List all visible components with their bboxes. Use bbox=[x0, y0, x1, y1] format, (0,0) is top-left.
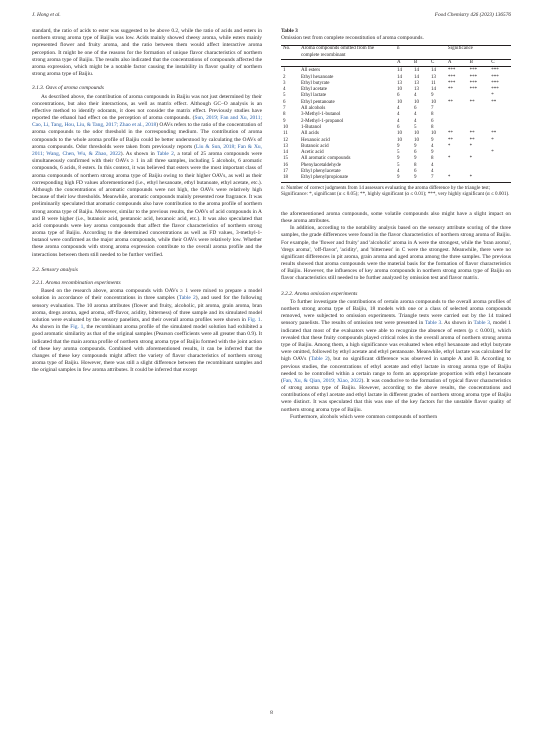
n-value: 14 bbox=[413, 74, 419, 80]
significance: * bbox=[447, 143, 451, 149]
compound-name: 2-Methyl-1-propanol bbox=[301, 118, 344, 124]
subcolumn-header: C bbox=[429, 59, 446, 66]
row-number: 16 bbox=[283, 162, 288, 168]
compound-name: Butanoic acid bbox=[301, 143, 329, 149]
n-value: 10 bbox=[430, 99, 436, 105]
significance: * bbox=[469, 156, 473, 162]
compound-name: Ethyl acetate bbox=[301, 87, 327, 93]
significance: ** bbox=[469, 131, 475, 137]
row-number: 8 bbox=[283, 112, 286, 118]
n-value: 10 bbox=[397, 99, 402, 105]
table-link[interactable]: Table 3 bbox=[424, 320, 442, 327]
row-number: 18 bbox=[281, 175, 299, 182]
figure-link[interactable]: Fig. 1 bbox=[247, 316, 261, 323]
table-footnote-significance: Significance: *, significant (α ≤ 0.05); **, highly significant (α ≤ 0.01); ***, very highly significant (α ≤ 0.001). bbox=[281, 191, 510, 198]
n-value: 4 bbox=[430, 169, 434, 175]
significance: * bbox=[468, 175, 490, 182]
paragraph-omission: To further investigate the contributions of certain aroma compounds to the overall aroma profiles of northern strong aroma type of Baijiu, 18 models with one or a class of selected aroma compounds removed, were subjected to omission experiments. Triangle tests were carried out by the 14 trained sensory panelists. The results of omission test were presented in Table 3. As shown in Table 3, model 1 indicated that most of the evaluators were able to recognize the absence of esters (p ≤ 0.001), which revealed that these fruity compounds played critical roles in the overall aroma of northern strong aroma type of Baijiu. Among them, a high significance was evaluated when ethyl hexanoate and ethyl butyrate were omitted, followed by ethyl acetate and ethyl pentanoate. Meanwhile, ethyl lactate was calculated for high OAVs (Table 2), but no significant difference was observed in sample A and B. According to previous studies, the concentrations of ethyl acetate and ethyl lactate in strong aroma type of Baijiu needed to be controlled within a certain range to form an appropriate proportion with ethyl hexanoate (Fan, Xu, & Qian, 2019; Xiao, 2022). It was conducive to the formation of typical flavor characteristics of strong aroma type of Baijiu. However, according to the above results, the concentrations and contributions of ethyl acetate and ethyl lactate in different grades of northern strong aroma type of Baijiu were distinct. It was speculated that this was one of the key factors for the unstable flavor quality of northern strong aroma type of Baijiu. bbox=[281, 298, 512, 413]
n-value: 10 bbox=[413, 99, 419, 105]
paragraph-recombination: Based on the research above, aroma compounds with OAVs ≥ 1 were mixed to prepare a model solution in accordance of their concentrations in three samples (Table 2), and used for the following sensory evaluation. The 10 aroma attributes (flower and fruity, alcoholic, pit aroma, grain aroma, bran aroma, dregs aroma, aged aroma, off-flavor, acidity, bitterness) of three sample and its simulated model solution were evaluated by the sensory panelists, and their overall aroma profiles were shown in Fig. 1. As shown in the Fig. 1, the recombinant aroma profile of the simulated model solution had exhibited a good aromatic similarity as that of the original samples (Pearson coefficients were all greater than 0.9). It indicated that the main aroma profile of northern strong aroma type of Baijiu formed with the joint action of these key aroma compounds. Combined with aforementioned results, it can be inferred that the changes of these key compounds might affect the variety of flavor characteristics of northern strong aroma type of Baijiu. However, there was still a slight difference between the recombinant samples and the original samples in few aroma attributes. It could be inferred that except bbox=[32, 288, 263, 374]
n-value: 5 bbox=[413, 124, 417, 130]
n-value: 6 bbox=[397, 124, 400, 130]
significance: *** bbox=[469, 87, 478, 93]
row-number: 1 bbox=[283, 68, 286, 74]
compound-name: All esters bbox=[301, 68, 321, 74]
table-caption: Omission test from complete reconstitution of aroma compounds. bbox=[281, 35, 424, 42]
citation-link[interactable]: Fan, Xu, & Qian, 2019; Xiao, 2022 bbox=[282, 377, 362, 384]
n-value: 4 bbox=[430, 162, 434, 168]
n-value: 8 bbox=[413, 162, 417, 168]
n-value: 10 bbox=[397, 87, 402, 93]
right-column bbox=[281, 28, 511, 421]
n-value: 13 bbox=[397, 80, 402, 86]
n-value: 4 bbox=[413, 112, 417, 118]
subcolumn-header: A bbox=[395, 59, 412, 66]
row-number: 14 bbox=[283, 150, 288, 156]
n-value: 14 bbox=[397, 74, 402, 80]
n-value: 6 bbox=[413, 150, 417, 156]
n-value: 6 bbox=[413, 169, 417, 175]
omission-table bbox=[281, 45, 511, 182]
row-number: 17 bbox=[283, 169, 288, 175]
compound-name: Ethyl butyrate bbox=[301, 80, 330, 86]
compound-name: 1-Butanol bbox=[301, 124, 321, 130]
n-value: 4 bbox=[397, 112, 400, 118]
column-header-n: n bbox=[395, 46, 446, 56]
table-row bbox=[281, 67, 511, 75]
significance: * bbox=[491, 137, 494, 143]
compound-name: All acids bbox=[301, 131, 319, 137]
table-link[interactable]: Table 2 bbox=[310, 356, 328, 363]
page-number: 8 bbox=[270, 710, 273, 716]
significance: *** bbox=[447, 68, 456, 74]
table-link[interactable]: Table 2 bbox=[178, 295, 196, 302]
n-value: 11 bbox=[430, 80, 436, 86]
n-value: 7 bbox=[430, 106, 434, 112]
n-value: 9 bbox=[397, 143, 400, 149]
table-label: Table 3 bbox=[281, 28, 298, 34]
subcolumn-header: B bbox=[468, 59, 490, 66]
row-number: 15 bbox=[283, 156, 288, 162]
row-number: 9 bbox=[283, 118, 286, 124]
table-link[interactable]: Table 2 bbox=[156, 151, 174, 157]
column-header-compound: Aroma compounds omitted from the complete recombinant bbox=[299, 46, 395, 60]
n-value: 10 bbox=[430, 131, 436, 137]
n-value: 10 bbox=[397, 137, 402, 143]
n-value: 9 bbox=[430, 93, 434, 99]
significance: ** bbox=[491, 131, 497, 137]
significance: ** bbox=[469, 99, 475, 105]
citation-link[interactable]: Sun, 2019; Fan and Xu, 2011; Cao, Li, Tang, Hou, Liu, & Tang, 2017; Zhao et al., 2018 bbox=[32, 115, 262, 129]
significance bbox=[489, 175, 511, 182]
n-value: 4 bbox=[397, 106, 400, 112]
compound-name: Ethyl hexanoate bbox=[301, 74, 334, 80]
paragraph-alcohols: Furthermore, alcohols which were common compounds of northern bbox=[290, 413, 438, 420]
n-value: 13 bbox=[413, 80, 419, 86]
compound-name: 3-Methyl-1-butanol bbox=[301, 112, 341, 118]
n-value: 8 bbox=[430, 112, 434, 118]
significance: *** bbox=[469, 74, 478, 80]
significance: ** bbox=[447, 131, 453, 137]
figure-link[interactable]: Fig. 1 bbox=[70, 324, 84, 331]
section-heading-3-2-2: 3.2.2. Aroma omission experiments bbox=[281, 290, 358, 297]
significance: *** bbox=[447, 80, 456, 86]
n-value: 9 bbox=[430, 137, 434, 143]
n-value: 4 bbox=[430, 143, 434, 149]
paragraph-acids-esters: standard, the ratio of acids to ester was suggested to be above 0.2, while the ratio of acids and esters in northern strong aroma type of Baijiu was low. Acids mainly showed cheesy aroma, while esters mainly represented flower and fruity aroma, and the ratio between them would affect interactive aroma perception. It might be one of the reasons for the formation of unique flavor characteristics of northern strong aroma type of Baijiu. The results also indicated that the concentrations of compounds affected the aroma expression, which might be a notable factor causing the instability in flavor quality of northern strong aroma type of Baijiu. bbox=[32, 28, 262, 78]
table-link[interactable]: Table 3 bbox=[473, 320, 490, 327]
n-value: 5 bbox=[397, 162, 400, 168]
significance: ** bbox=[469, 137, 475, 143]
compound-name: Ethyl phenylacetate bbox=[301, 169, 341, 175]
n-value: 4 bbox=[397, 169, 400, 175]
column-header-no: No. bbox=[281, 46, 299, 60]
row-number: 11 bbox=[283, 131, 288, 137]
n-value: 14 bbox=[430, 68, 436, 74]
n-value: 14 bbox=[430, 87, 436, 93]
compound-name: All alcohols bbox=[301, 106, 326, 112]
subcolumn-header: A bbox=[446, 59, 468, 66]
significance: *** bbox=[491, 87, 499, 93]
significance: ** bbox=[447, 87, 453, 93]
subcolumn-header: C bbox=[489, 59, 511, 66]
n-value: 10 bbox=[413, 131, 419, 137]
row-number: 6 bbox=[283, 99, 286, 105]
significance: * bbox=[491, 93, 494, 99]
row-number: 3 bbox=[283, 80, 286, 86]
n-value: 6 bbox=[413, 106, 417, 112]
significance: * bbox=[491, 150, 494, 156]
section-heading-3-2: 3.2. Sensory analysis bbox=[32, 266, 78, 273]
compound-name: Phenylacetaldehyde bbox=[301, 162, 341, 168]
significance: * bbox=[447, 156, 451, 162]
row-number: 4 bbox=[283, 87, 286, 93]
significance: *** bbox=[469, 80, 478, 86]
row-number: 7 bbox=[283, 106, 286, 112]
significance: ** bbox=[491, 99, 497, 105]
n-value: 9 bbox=[397, 156, 400, 162]
n-value: 13 bbox=[413, 87, 419, 93]
compound-name: All aromatic compounds bbox=[301, 156, 351, 162]
n-value: 5 bbox=[397, 150, 400, 156]
running-header-authors: J. Hong et al. bbox=[32, 12, 61, 18]
n-value: 10 bbox=[397, 131, 402, 137]
n-value: 8 bbox=[430, 156, 434, 162]
n-value: 14 bbox=[413, 68, 419, 74]
significance: *** bbox=[491, 80, 499, 86]
paragraph-oavs: As described above, the contribution of aroma compounds in Baijiu was not just determined by their concentrations, but also their interactions, as well as matrix effect. Although GC–O analysis is an effective method to identify odorants, it does not consider the matrix effect. Previously studies have reported the ethanol had effect on the perception of aroma compounds. (Sun, 2019; Fan and Xu, 2011; Cao, Li, Tang, Hou, Liu, & Tang, 2017; Zhao et al., 2018) OAVs refers to the ratio of the concentration of aroma compounds to the odor threshold in the corresponding medium. The contribution of aroma compounds to the whole aroma profile of Baijiu could be better understood by calculating the OAVs of aroma compounds. Odor thresholds were taken from previously reports (Liu & Sun, 2018; Fan & Xu, 2011; Wang, Chen, Wu, & Zhao, 2022). As shown in Table 2, a total of 25 aroma compounds were simultaneously confirmed with their OAVs ≥ 1 in all three samples, including 5 alcohols, 6 aromatic compounds, 6 acids, 8 esters. In this context, it was believed that esters were the most important class of aroma compounds of northern strong aroma type of Baijiu owing to their higher OAVs, as well as their corresponding high FD values aforementioned (i.e., ethyl hexanoate, ethyl butanoate, ethyl acetate, etc.). Although the concentrations of aromatic compounds were not high, the OAVs were relatively high because of their low thresholds. Meanwhile, aromatic compounds mainly presented rose fragrance. It was preliminarily speculated that aromatic compounds also have contribution to the aroma profile of northern strong aroma type of Baijiu. Moreover, similar to the previous results, the OAVs of acid compounds in A and B were higher (i.e., butanoic acid, pentanoic acid, hexanoic acid, etc.). It was also speculated that acid compounds were key aroma compounds that affect the flavor characteristics of northern strong aroma type of Baijiu. According to the determined concentrations as well as FD values, 3-methyl-1-butanol were confirmed as the major aroma compounds, while their OAVs were relatively low. Whether these aroma compounds with strong aroma expression contribute to the overall aroma profile and the interactions between them still needed to be further verified. bbox=[32, 93, 262, 258]
section-heading-3-2-1: 3.2.1. Aroma recombination experiments bbox=[32, 280, 121, 286]
significance: *** bbox=[491, 74, 499, 80]
row-number: 13 bbox=[283, 143, 288, 149]
n-value: 4 bbox=[413, 118, 417, 124]
n-value: 6 bbox=[430, 118, 434, 124]
n-value: 13 bbox=[430, 74, 436, 80]
n-value: 10 bbox=[413, 137, 419, 143]
n-value: 4 bbox=[413, 93, 417, 99]
left-column bbox=[32, 28, 262, 374]
paragraph-notability: In addition, according to the notability analysis based on the sensory attribute scoring of the three samples, the grade differences were found in the flavor characteristics of northern strong aroma of Baijiu. For example, the 'flower and fruity' and 'alcoholic' aroma in A were the strongest, while the 'bran aroma', 'dregs aroma', 'off-flavor', 'acidity', and 'bitterness' in C were the strongest. Meanwhile, there were no significant differences in pit aroma, grain aroma and aged aroma among the three samples. The previous results showed that aroma compounds were the material basis for the formation of flavor characteristics of Baijiu. However, the influences of key aroma compounds in northern strong aroma type of Baijiu on flavor characteristics still needed to be further analyzed by omission test and flavor matrix. bbox=[281, 225, 511, 282]
running-header-journal: Food Chemistry 426 (2023) 136576 bbox=[434, 12, 511, 18]
compound-name: Ethyl pentanoate bbox=[301, 99, 335, 105]
row-number: 2 bbox=[283, 74, 286, 80]
n-value: 14 bbox=[397, 68, 402, 74]
column-header-significance: Significance bbox=[446, 46, 511, 56]
n-value: 9 bbox=[395, 175, 412, 182]
paragraph-volatile: the aforementioned aroma compounds, some volatile compounds also might have a slight impact on these aroma attributes. bbox=[281, 210, 511, 224]
significance: *** bbox=[447, 74, 456, 80]
compound-name: Hexanoic acid bbox=[301, 137, 330, 143]
significance: ** bbox=[447, 99, 453, 105]
significance: *** bbox=[491, 68, 499, 74]
n-value: 9 bbox=[413, 143, 417, 149]
table-row bbox=[281, 175, 511, 182]
section-heading-3-1-3: 3.1.3. Oavs of aroma compounds bbox=[32, 85, 104, 92]
citation-link[interactable]: Liu & Sun, 2018; Fan & Xu, 2011; Wang, Chen, Wu, & Zhao, 2022 bbox=[32, 143, 262, 157]
n-value: 4 bbox=[397, 118, 400, 124]
row-number: 10 bbox=[283, 124, 288, 130]
n-value: 9 bbox=[412, 175, 429, 182]
compound-name: Acetic acid bbox=[301, 150, 324, 156]
compound-name: Ethyl lactate bbox=[301, 93, 327, 99]
subcolumn-header: B bbox=[412, 59, 429, 66]
n-value: 9 bbox=[413, 156, 417, 162]
n-value: 6 bbox=[397, 93, 400, 99]
significance: * bbox=[469, 143, 473, 149]
row-number: 12 bbox=[283, 137, 288, 143]
n-value: 7 bbox=[429, 175, 446, 182]
row-number: 5 bbox=[283, 93, 286, 99]
n-value: 8 bbox=[430, 124, 434, 130]
significance: *** bbox=[469, 68, 478, 74]
table-footnote: n: Number of correct judgments from 14 assessors evaluating the aroma difference by the triangle test; bbox=[281, 184, 491, 191]
significance: * bbox=[446, 175, 468, 182]
significance: ** bbox=[447, 137, 453, 143]
compound-name: Ethyl phenylpropionate bbox=[299, 175, 395, 182]
n-value: 9 bbox=[430, 150, 434, 156]
